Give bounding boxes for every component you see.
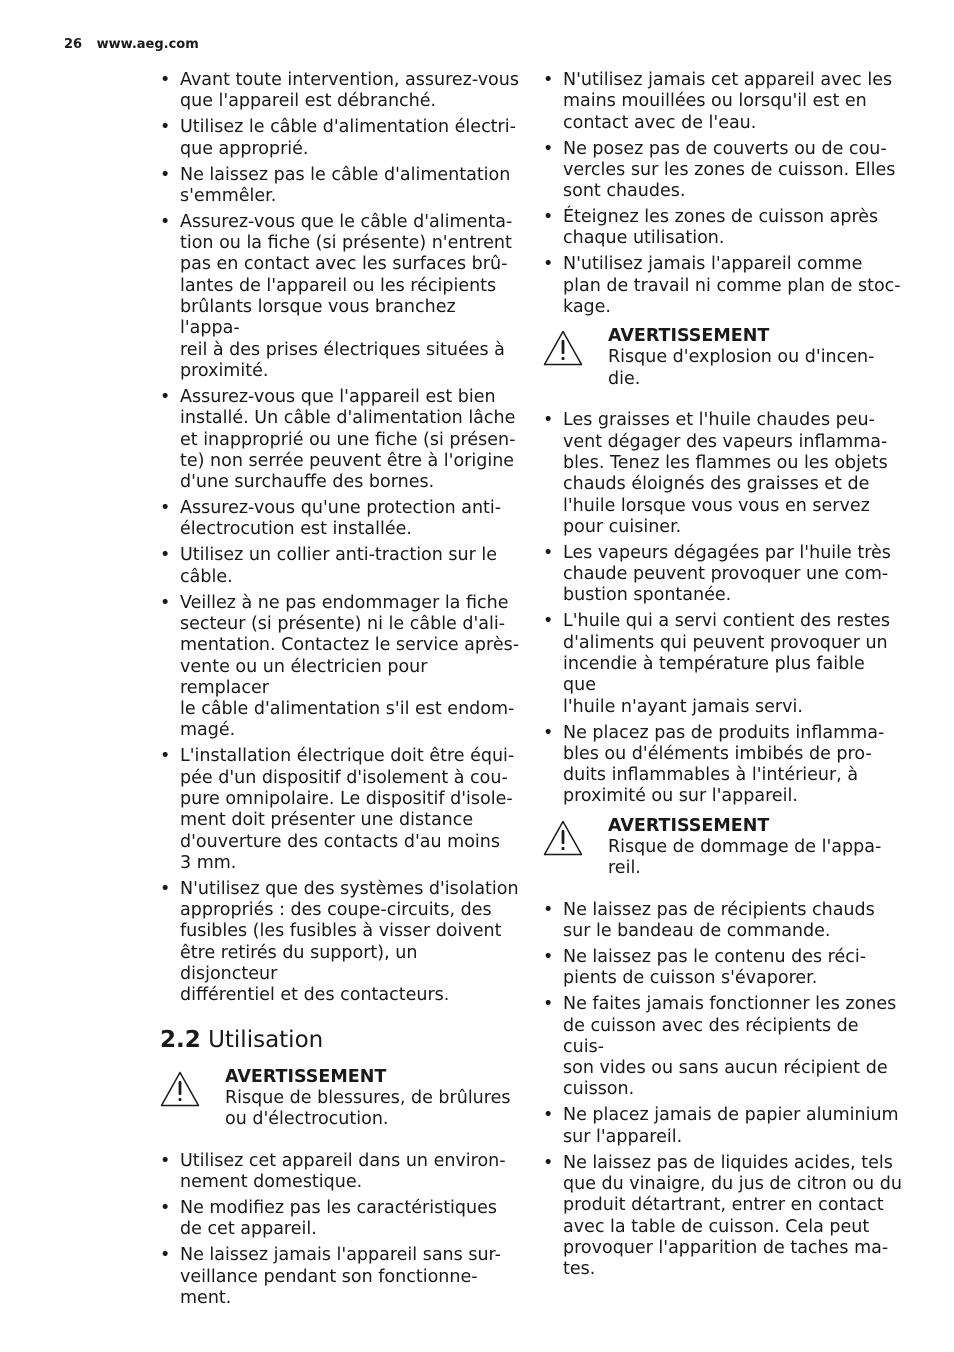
- list-item: • Utilisez cet appareil dans un environ- nement domestique.: [160, 1151, 520, 1194]
- bullet-list: [543, 70, 903, 318]
- section-title: Utilisation: [208, 1026, 324, 1053]
- list-item: • Ne laissez pas de liquides acides, tels que du vinaigre, du jus de citron ou du produit détartrant, entrer en contact avec la table de cuisson. Cela peut provoquer l'apparition de taches ma- tes.: [543, 1153, 903, 1281]
- bullet-list: [543, 900, 903, 1281]
- list-item: • Ne laissez pas le câble d'alimentation s'emmêler.: [160, 165, 520, 208]
- list-item: • Les graisses et l'huile chaudes peu- vent dégager des vapeurs inflamma- bles. Tenez les flammes ou les objets chauds éloignés des graisses et de l'huile lorsque vous vous en servez pour cuisiner.: [543, 410, 903, 538]
- page-number: 26: [64, 37, 83, 52]
- warning-text: Risque de dommage de l'appa- reil.: [608, 836, 882, 879]
- list-item: • Assurez-vous que le câble d'alimenta- tion ou la fiche (si présente) n'entrent pas en contact avec les surfaces brû- lantes de l'appareil ou les récipients brûlants lorsque vous branchez l'appa- reil à des prises électriques situées à proximité.: [160, 212, 520, 382]
- list-item: • Utilisez le câble d'alimentation électri- que approprié.: [160, 117, 520, 160]
- right-column: [543, 70, 903, 1285]
- list-item: • Éteignez les zones de cuisson après chaque utilisation.: [543, 207, 903, 250]
- section-heading: [160, 1027, 520, 1053]
- list-item: • Ne laissez pas de récipients chauds sur le bandeau de commande.: [543, 900, 903, 943]
- list-item: • Les vapeurs dégagées par l'huile très chaude peuvent provoquer une com- bustion spontanée.: [543, 543, 903, 607]
- list-item: • L'huile qui a servi contient des restes d'aliments qui peuvent provoquer un incendie à température plus faible que l'huile n'ayant jamais servi.: [543, 611, 903, 717]
- warning-box: [543, 326, 903, 410]
- warning-title: AVERTISSEMENT: [608, 815, 770, 836]
- list-item: • Ne placez jamais de papier aluminium sur l'appareil.: [543, 1105, 903, 1148]
- warning-text: Risque d'explosion ou d'incen- die.: [608, 347, 875, 389]
- warning-box: [543, 816, 903, 900]
- list-item: • Assurez-vous qu'une protection anti- électrocution est installée.: [160, 498, 520, 541]
- list-item: • Assurez-vous que l'appareil est bien installé. Un câble d'alimentation lâche et inapproprié ou une fiche (si présen- te) non serrée peuvent être à l'origine d'une surchauffe des bornes.: [160, 387, 520, 493]
- list-item: • N'utilisez jamais l'appareil comme plan de travail ni comme plan de stoc- kage.: [543, 254, 903, 318]
- warning-triangle-icon: [543, 820, 583, 856]
- header-url: www.aeg.com: [96, 37, 199, 52]
- bullet-list: [160, 70, 520, 1007]
- left-column: [160, 70, 520, 1314]
- warning-triangle-icon: [543, 330, 583, 366]
- warning-triangle-icon: [160, 1071, 200, 1107]
- list-item: • Utilisez un collier anti-traction sur le câble.: [160, 545, 520, 588]
- list-item: • N'utilisez que des systèmes d'isolation appropriés : des coupe-circuits, des fusibles (les fusibles à visser doivent être retirés du support), un disjoncteur différentiel et des contacteurs.: [160, 879, 520, 1007]
- page-header: [64, 37, 199, 52]
- warning-text: Risque de blessures, de brûlures ou d'électrocution.: [225, 1087, 511, 1129]
- list-item: • Ne laissez jamais l'appareil sans sur- veillance pendant son fonctionne- ment.: [160, 1245, 520, 1309]
- list-item: • Ne laissez pas le contenu des réci- pients de cuisson s'évaporer.: [543, 947, 903, 990]
- list-item: • Avant toute intervention, assurez-vous que l'appareil est débranché.: [160, 70, 520, 113]
- warning-title: AVERTISSEMENT: [608, 326, 770, 347]
- bullet-list: [160, 1151, 520, 1309]
- list-item: • Ne modifiez pas les caractéristiques de cet appareil.: [160, 1198, 520, 1241]
- warning-box: [160, 1067, 520, 1151]
- warning-title: AVERTISSEMENT: [225, 1066, 387, 1087]
- list-item: • Ne faites jamais fonctionner les zones de cuisson avec des récipients de cuis- son vides ou sans aucun récipient de cuisson.: [543, 994, 903, 1100]
- list-item: • L'installation électrique doit être équi- pée d'un dispositif d'isolement à cou- pure omnipolaire. Le dispositif d'isole- ment doit présenter une distance d'ouverture des contacts d'au moins 3 mm.: [160, 746, 520, 874]
- bullet-list: [543, 410, 903, 807]
- list-item: • Ne posez pas de couverts ou de cou- vercles sur les zones de cuisson. Elles sont chaudes.: [543, 139, 903, 203]
- list-item: • N'utilisez jamais cet appareil avec les mains mouillées ou lorsqu'il est en contact avec de l'eau.: [543, 70, 903, 134]
- list-item: • Ne placez pas de produits inflamma- bles ou d'éléments imbibés de pro- duits inflammables à l'intérieur, à proximité ou sur l'appareil.: [543, 723, 903, 808]
- list-item: • Veillez à ne pas endommager la fiche secteur (si présente) ni le câble d'ali- mentation. Contactez le service après- vente ou un électricien pour remplacer le câble d'alimentation s'il est endom- magé.: [160, 593, 520, 742]
- section-number: 2.2: [160, 1026, 201, 1053]
